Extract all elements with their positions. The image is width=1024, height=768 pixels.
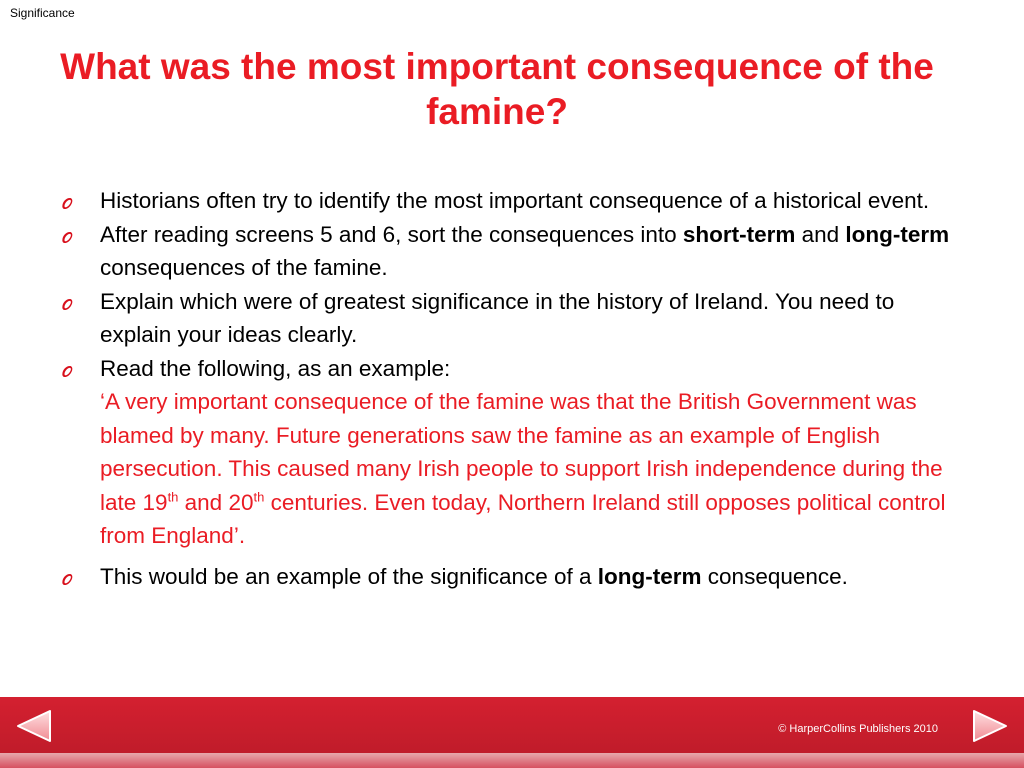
bullet-item-3 xyxy=(58,285,958,352)
bullet-item-4 xyxy=(58,352,958,553)
bullet-ring-icon xyxy=(60,364,75,379)
bullet-item-5 xyxy=(58,560,958,594)
example-quote xyxy=(100,389,946,548)
bullet-ring-icon xyxy=(60,572,75,587)
page-title: What was the most important consequence of the famine? xyxy=(60,46,934,132)
bullet-text-2-part2: and xyxy=(795,221,846,247)
example-quote-part3: centuries. Even today, Northern Ireland still opposes political control from England’. xyxy=(100,489,946,548)
long-term-term: long-term xyxy=(845,221,950,247)
bullet-text-1: Historians often try to identify the most important consequence of a historical event. xyxy=(100,188,930,213)
bullet-text-3: Explain which were of greatest significance in the history of Ireland. You need to explain your ideas clearly. xyxy=(100,288,895,347)
right-arrow-icon xyxy=(970,708,1010,744)
bullet-text-5-part2: consequence. xyxy=(701,563,848,589)
previous-slide-button[interactable] xyxy=(14,708,54,744)
short-term-term: short-term xyxy=(682,221,796,247)
bullet-ring-icon xyxy=(60,230,75,245)
long-term-term-2: long-term xyxy=(597,563,702,589)
superscript-th-2: th xyxy=(253,489,265,504)
superscript-th-1: th xyxy=(167,489,179,504)
section-label: Significance xyxy=(10,6,75,20)
bullet-text-2 xyxy=(100,222,949,281)
bullet-list xyxy=(58,184,958,593)
bullet-text-5 xyxy=(100,564,848,589)
bullet-ring-icon xyxy=(60,297,75,312)
example-quote-part1: ‘A very important consequence of the famine was that the British Government was blamed by many. Future generations saw the famine as an example of English persecution. This caused many Irish people to support Irish independence during the late 19 xyxy=(100,389,943,515)
bullet-text-2-part3: consequences of the famine. xyxy=(100,255,388,280)
next-slide-button[interactable] xyxy=(970,708,1010,744)
bullet-text-4-intro: Read the following, as an example: xyxy=(100,355,451,381)
example-quote-part2: and 20 xyxy=(178,489,254,515)
left-arrow-icon xyxy=(14,708,54,744)
footer-stripe xyxy=(0,753,1024,768)
bullet-text-5-part1: This would be an example of the significance of a xyxy=(100,563,598,589)
bullet-text-2-part1: After reading screens 5 and 6, sort the consequences into xyxy=(100,221,683,247)
copyright-notice: © HarperCollins Publishers 2010 xyxy=(778,723,938,735)
bullet-item-1 xyxy=(58,184,958,218)
bullet-item-2 xyxy=(58,218,958,285)
bullet-ring-icon xyxy=(60,196,75,211)
